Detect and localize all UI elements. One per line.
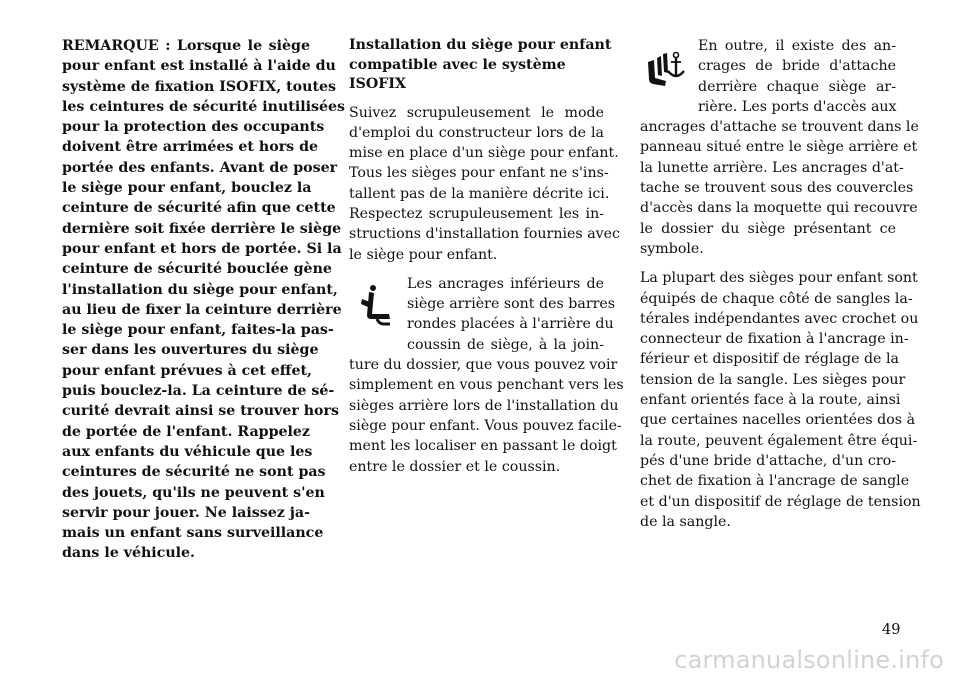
text-line: dernière soit fixée derrière le siège	[62, 220, 342, 237]
tether-column	[640, 36, 921, 532]
text-line: Suivez scrupuleusement le mode	[349, 104, 604, 121]
heading-line: Installation du siège pour enfant	[349, 37, 612, 53]
text-line: pour enfant et hors de portée. Si la	[62, 240, 342, 257]
text-line: de portée de l'enfant. Rappelez	[62, 423, 310, 440]
text-line: tallent pas de la manière décrite ici.	[349, 185, 610, 202]
lower-anchor-block	[349, 274, 624, 477]
text-line: Respectez scrupuleusement les in-	[349, 205, 604, 222]
text-line: doivent être arrimées et hors de	[62, 139, 319, 156]
isofix-column	[349, 36, 624, 477]
text-line: ceinture de sécurité afin que cette	[62, 200, 336, 217]
text-line: REMARQUE : Lorsque le siège	[62, 38, 310, 54]
instructions-paragraph	[349, 103, 621, 265]
text-line: pour enfant prévues à cet effet,	[62, 362, 312, 379]
section-heading	[349, 36, 612, 95]
text-line: pés d'une bride d'attache, d'un cro-	[640, 452, 896, 469]
text-line: le siège pour enfant, faites-la pas-	[62, 322, 334, 339]
text-line: Les ancrages inférieurs de	[407, 275, 604, 292]
text-line: puis bouclez-la. La ceinture de sé-	[62, 383, 335, 400]
text-line: rondes placées à l'arrière du	[407, 316, 614, 333]
text-line: rière. Les ports d'accès aux	[698, 98, 897, 115]
text-line: le siège pour enfant, bouclez la	[62, 180, 312, 197]
text-line: que certaines nacelles orientées dos à	[640, 412, 916, 429]
tether-anchor-seat-icon	[640, 48, 692, 98]
text-line: ment les localiser en passant le doigt	[349, 438, 617, 455]
note-column	[62, 36, 346, 564]
remarque-note	[62, 36, 346, 564]
text-line: connecteur de fixation à l'ancrage in-	[640, 331, 909, 348]
page-number: 49	[882, 622, 901, 638]
text-line: enfant orientés face à la route, ainsi	[640, 392, 901, 409]
text-line: ture du dossier, que vous pouvez voir	[349, 357, 618, 374]
text-line: dans le véhicule.	[62, 545, 195, 562]
tether-anchor-block	[640, 36, 919, 259]
text-line: sièges arrière lors de l'installation du	[349, 397, 619, 414]
text-line: servir pour jouer. Ne laissez ja-	[62, 504, 310, 521]
text-line: tache se trouvent sous des couvercles	[640, 180, 914, 197]
text-line: les ceintures de sécurité inutilisées	[62, 98, 346, 115]
text-line: La plupart des sièges pour enfant sont	[640, 270, 918, 287]
text-line: pour enfant est installé à l'aide du	[62, 58, 336, 75]
text-line: panneau situé entre le siège arrière et	[640, 139, 918, 156]
text-line: ceinture de sécurité bouclée gène	[62, 261, 332, 278]
text-line: mise en place d'un siège pour enfant.	[349, 145, 619, 162]
heading-line: ISOFIX	[349, 76, 406, 92]
text-line: siège arrière sont des barres	[407, 296, 616, 313]
text-line: En outre, il existe des an-	[698, 38, 896, 54]
text-line: siège pour enfant. Vous pouvez facile-	[349, 417, 622, 434]
text-line: système de fixation ISOFIX, toutes	[62, 78, 337, 95]
text-line: l'installation du siège pour enfant,	[62, 281, 338, 298]
text-line: aux enfants du véhicule que les	[62, 443, 313, 460]
text-line: structions d'installation fournies avec	[349, 226, 621, 243]
text-line: ser dans les ouvertures du siège	[62, 342, 319, 359]
text-line: le siège pour enfant.	[349, 246, 498, 263]
text-line: derrière chaque siège ar-	[698, 78, 896, 95]
lower-anchor-seat-icon	[349, 280, 401, 330]
text-line: d'emploi du constructeur lors de la	[349, 124, 604, 141]
text-line: crages de bride d'attache	[698, 58, 896, 75]
text-line: chet de fixation à l'ancrage de sangle	[640, 473, 910, 490]
text-line: tension de la sangle. Les sièges pour	[640, 371, 906, 388]
text-line: ancrages d'attache se trouvent dans le	[640, 119, 919, 136]
text-line: coussin de siège, à la join-	[407, 336, 604, 353]
text-line: térales indépendantes avec crochet ou	[640, 310, 919, 327]
text-line: des jouets, qu'ils ne peuvent s'en	[62, 484, 325, 501]
text-line: équipés de chaque côté de sangles la-	[640, 290, 913, 307]
text-line: ceintures de sécurité ne sont pas	[62, 464, 326, 481]
text-line: la route, peuvent également être équi-	[640, 432, 918, 449]
text-line: de la sangle.	[640, 513, 731, 530]
text-line: férieur et dispositif de réglage de la	[640, 351, 899, 368]
text-line: Tous les sièges pour enfant ne s'ins-	[349, 165, 609, 182]
text-line: d'accès dans la moquette qui recouvre	[640, 200, 918, 217]
straps-paragraph	[640, 268, 921, 532]
heading-line: compatible avec le système	[349, 56, 566, 73]
text-line: portée des enfants. Avant de poser	[62, 159, 338, 176]
text-line: au lieu de fixer la ceinture derrière	[62, 301, 342, 318]
text-line: le dossier du siège présentant ce	[640, 220, 896, 237]
text-line: la lunette arrière. Les ancrages d'at-	[640, 159, 904, 176]
text-line: simplement en vous penchant vers les	[349, 377, 624, 394]
text-line: et d'un dispositif de réglage de tension	[640, 493, 921, 510]
text-line: entre le dossier et le coussin.	[349, 458, 561, 475]
text-line: symbole.	[640, 240, 704, 257]
text-line: mais un enfant sans surveillance	[62, 525, 324, 542]
text-line: pour la protection des occupants	[62, 119, 325, 136]
text-line: curité devrait ainsi se trouver hors	[62, 403, 339, 420]
watermark: carmanualsonline.info	[674, 646, 944, 674]
